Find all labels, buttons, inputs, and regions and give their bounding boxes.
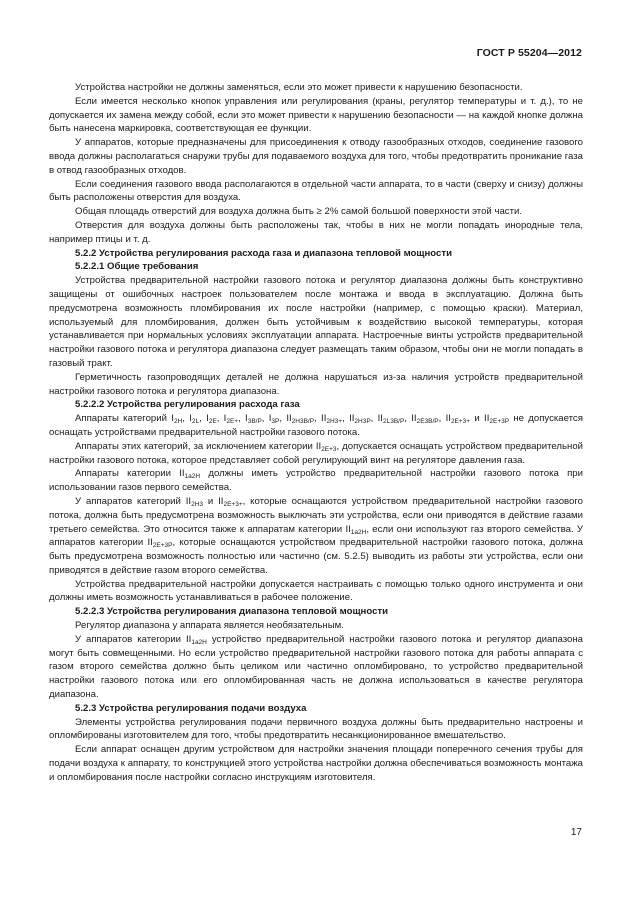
text: должны иметь устройство предварительной настройки газового потока при использовании газов первого семейства. [49,468,584,494]
paragraph [49,440,583,468]
text: устройство предварительной настройки газового потока и регулятор диапазона могут быть совмещенными. Но если устройство предварительной настройки газового потока для работы аппарата с газом второго семейства должно быть целиком или частично опломбировано, то устройство предварительной настройки газового потока или его опломбированная часть не должна использоваться в качестве регулятора диапазона. [49,633,583,701]
text: Аппараты категории [75,468,171,480]
category-list: $I_{2H}$, $I_{2L}$, $I_{2E}$, $I_{2E+}$, $I_{3B/P}$, $I_{3P}$, $II_{2H3B/P}$, $II_{2H3+}$, $II_{2H3P}$, $II_{2L3B/P}$, $II_{2E3B/P}$, $II_{2E+3+}$ и $II_{2E+3P}$ [171,413,510,426]
paragraph-categories [49,412,583,440]
section-heading: 5.2.3 Устройства регулирования подачи воздуха [75,702,307,714]
category: $I_{3B/P}$ [245,413,262,426]
section-heading: 5.2.2 Устройства регулирования расхода газа и диапазона тепловой мощности [75,247,452,259]
text: и [207,495,214,507]
paragraph: Устройства настройки не должны заменяться, если это может привести к нарушению безопасности. [75,82,523,93]
category: $II_{2H3+}$ [321,413,343,426]
category: $II_{1a2H}$ [345,523,367,536]
paragraph: Устройства предварительной настройки газового потока и регулятор диапазона должны быть конструктивно защищены от ошибочных настроек пользователем после монтажа и ввода в эксплуатацию. Должна быть предусмотрена возможность пломбирования их после настройки (например, с помощью краски). Материал, используемый для пломбирования, должен быть устойчивым к воздействию высокой температуры, которая устанавливается при нормальных условиях эксплуатации аппарата. Настроечные винты устройств предварительной настройки газового потока и регулятора диапазона следует размещать таким образом, чтобы они не могли попадать в газовый тракт. [49,275,583,369]
category: $II_{2H3B/P}$ [286,413,315,426]
category: $II_{2E+3+}$ [218,495,243,508]
subsection-heading: 5.2.2.1 Общие требования [75,261,199,273]
category: $I_{2E}$ [206,413,217,426]
paragraph: Общая площадь отверстий для воздуха должна быть ≥ 2% самой большой поверхности этой части. [75,206,522,218]
category: $I_{2H}$ [171,413,183,426]
paragraph [49,467,583,495]
document-body [49,81,583,785]
paragraph: Если аппарат оснащен другим устройством для настройки значения площади поперечного сечения трубы для подачи воздуха к аппарату, то конструкцией этого устройства настройки должна обеспечиваться возможность монтажа и опломбирования после настройки согласно инструкциям изготовителя. [49,744,583,783]
paragraph: Герметичность газопроводящих деталей не должна нарушаться из-за наличия устройств предварительной настройки газового потока и регулятора диапазона. [49,371,583,397]
category: $II_{2E+3P}$ [484,413,510,426]
category: $I_{2L}$ [189,413,200,426]
category: $II_{2E3B/P}$ [411,413,439,426]
category: $I_{3P}$ [268,413,280,426]
subsection-heading: 5.2.2.3 Устройства регулирования диапазона тепловой мощности [75,606,388,618]
category: $II_{2E+3}$ [315,440,337,453]
paragraph [49,633,583,702]
text: , если они используют газ второго семейства. У аппаратов категории [49,523,584,549]
category: $II_{2E+3P}$ [147,537,173,550]
text: , которые оснащаются устройством предварительной настройки газового потока, должна быть предусмотрена возможность выключать эти устройства, если они приводятся в действие газами третьего семейства. Это относится также к аппаратам категории [49,495,583,535]
paragraph: Элементы устройства регулирования подачи первичного воздуха должны быть предварительно настроены и опломбированы изготовителем для того, чтобы предотвратить несанкционированное вмешательство. [49,716,583,742]
text: не допускается оснащать устройствами предварительной настройки газового потока. [49,413,583,438]
text: , которые оснащаются устройством предварительной настройки газового потока, должна быть предусмотрена возможность полностью или частично (см. 5.2.5) выводить из работы эти устройства, если они приводятся в действие газом второго семейства. [49,537,583,576]
text: У аппаратов категорий [75,495,181,507]
paragraph: Отверстия для воздуха должны быть расположены так, чтобы в них не могли попадать инородные тела, например птицы и т. д. [49,219,583,245]
category: $II_{2E+3+}$ [445,413,471,426]
category: $II_{1a2H}$ [185,633,207,646]
paragraph [49,495,583,578]
subsection-heading: 5.2.2.2 Устройства регулирования расхода газа [75,399,300,411]
text: Аппараты этих категорий, за исключением категории [75,440,313,452]
category: $II_{1a2H}$ [179,468,201,481]
category: $I_{2E+}$ [223,413,239,426]
text: , допускается оснащать устройством предварительной настройки газового потока, которое представляет собой регулирующий винт на регуляторе давления газа. [49,440,584,466]
category: $II_{2H3}$ [185,495,204,508]
page-number: 17 [570,827,582,838]
document-header: ГОСТ Р 55204—2012 [476,47,582,59]
paragraph: Если соединения газового ввода располагаются в отдельной части аппарата, то в части (сверху и снизу) должны быть расположены отверстия для воздуха. [49,178,583,204]
paragraph: Регулятор диапазона у аппарата является необязательным. [75,620,344,632]
text: У аппаратов категории [75,633,182,645]
paragraph: У аппаратов, которые предназначены для присоединения к отводу газообразных отходов, соединение газового ввода должны располагаться снаружи трубы для подаваемого воздуха для того, чтобы предотвратить проникание газа в отвод газообразных отходов. [49,137,583,176]
paragraph: Устройства предварительной настройки допускается настраивать с помощью только одного инструмента и они должны иметь возможность устанавливаться в рабочее положение. [49,578,583,604]
category: $II_{2L3B/P}$ [377,413,405,426]
paragraph: Если имеется несколько кнопок управления или регулирования (краны, регулятор температуры и т. д.), то не допускается их замена между собой, если это может привести к нарушению безопасности — на каждой кнопке должна быть нанесена маркировка, соответствующая ее функции. [49,95,583,135]
category: $II_{2H3P}$ [349,413,371,426]
text: Аппараты категорий [75,413,167,425]
